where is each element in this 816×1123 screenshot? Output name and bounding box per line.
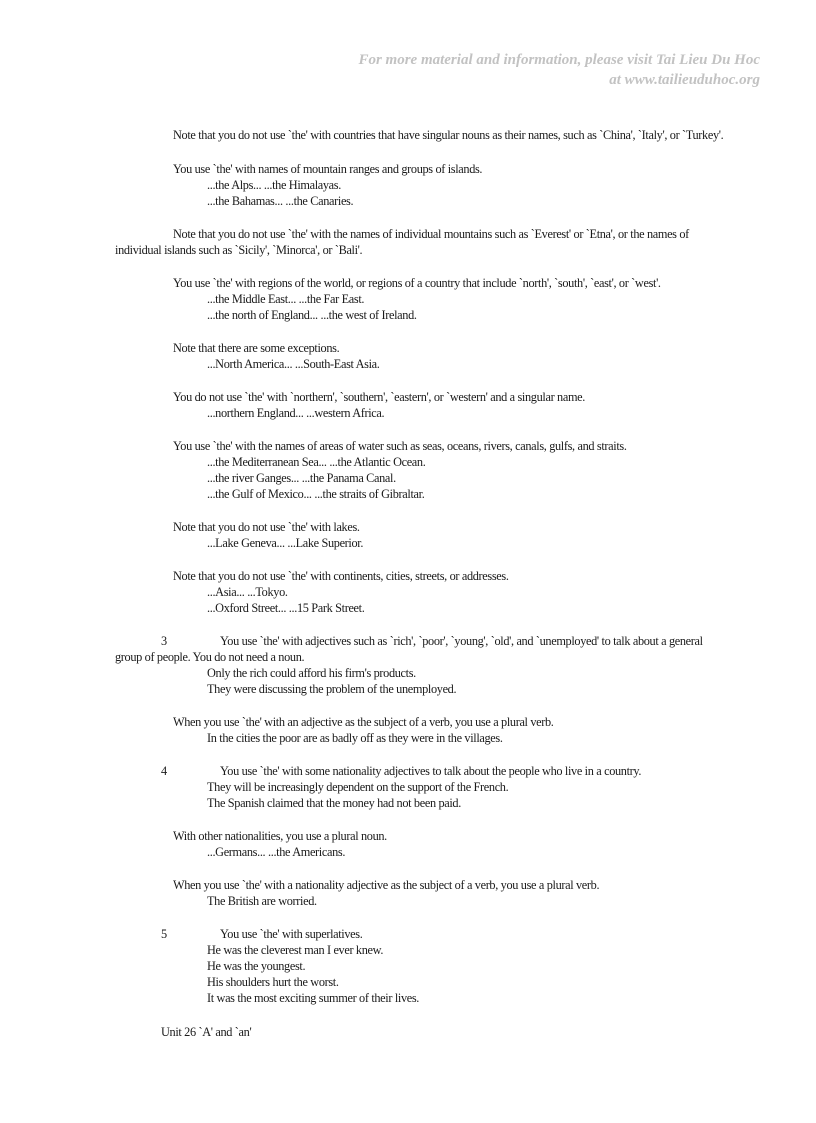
example-line: In the cities the poor are as badly off as they were in the villages.	[207, 731, 503, 745]
example-line: ...the Mediterranean Sea... ...the Atlantic Ocean.	[207, 455, 426, 469]
paragraph-continued: group of people. You do not need a noun.	[115, 650, 305, 664]
paragraph: With other nationalities, you use a plural noun.	[173, 829, 387, 843]
example-line: ...Asia... ...Tokyo.	[207, 585, 288, 599]
paragraph: Note that you do not use `the' with continents, cities, streets, or addresses.	[173, 569, 509, 583]
paragraph: Note that there are some exceptions.	[173, 341, 340, 355]
example-line: It was the most exciting summer of their lives.	[207, 991, 420, 1005]
paragraph: When you use `the' with a nationality adjective as the subject of a verb, you use a plural verb.	[173, 878, 600, 892]
example-line: ...Oxford Street... ...15 Park Street.	[207, 601, 365, 615]
example-line: He was the cleverest man I ever knew.	[207, 943, 384, 957]
example-line: ...Germans... ...the Americans.	[207, 845, 346, 859]
example-line: ...northern England... ...western Africa.	[207, 406, 385, 420]
example-line: ...the Alps... ...the Himalayas.	[207, 178, 341, 192]
example-line: ...North America... ...South-East Asia.	[207, 357, 380, 371]
example-line: ...Lake Geneva... ...Lake Superior.	[207, 536, 364, 550]
example-line: ...the north of England... ...the west of Ireland.	[207, 308, 417, 322]
example-line: They were discussing the problem of the unemployed.	[207, 682, 457, 696]
example-line: His shoulders hurt the worst.	[207, 975, 339, 989]
header-line-1: For more material and information, please visit Tai Lieu Du Hoc	[358, 52, 760, 68]
paragraph: When you use `the' with an adjective as the subject of a verb, you use a plural verb.	[173, 715, 554, 729]
example-line: ...the river Ganges... ...the Panama Canal.	[207, 471, 396, 485]
example-line: The Spanish claimed that the money had not been paid.	[207, 796, 461, 810]
example-line: Only the rich could afford his firm's products.	[207, 666, 416, 680]
paragraph: You use `the' with adjectives such as `rich', `poor', `young', `old', and `unemployed' to talk about a general	[220, 634, 703, 648]
header-line-2: at www.tailieuduhoc.org	[609, 72, 760, 88]
paragraph: Note that you do not use `the' with the names of individual mountains such as `Everest' or `Etna', or the names of	[173, 227, 689, 241]
paragraph: You use `the' with superlatives.	[220, 927, 363, 941]
example-line: ...the Bahamas... ...the Canaries.	[207, 194, 354, 208]
paragraph-continued: individual islands such as `Sicily', `Minorca', or `Bali'.	[115, 243, 363, 257]
section-number: 5	[161, 927, 168, 941]
section-number: 3	[161, 634, 168, 648]
example-line: ...the Gulf of Mexico... ...the straits of Gibraltar.	[207, 487, 425, 501]
paragraph: You use `the' with names of mountain ranges and groups of islands.	[173, 162, 483, 176]
example-line: ...the Middle East... ...the Far East.	[207, 292, 365, 306]
unit-heading: Unit 26 `A' and `an'	[161, 1025, 252, 1039]
paragraph: Note that you do not use `the' with countries that have singular nouns as their names, such as `China', `Italy', or `Turkey'.	[173, 128, 724, 142]
example-line: They will be increasingly dependent on the support of the French.	[207, 780, 509, 794]
paragraph: Note that you do not use `the' with lakes.	[173, 520, 360, 534]
example-line: He was the youngest.	[207, 959, 306, 973]
paragraph: You use `the' with regions of the world, or regions of a country that include `north', `south', `east', or `west'.	[173, 276, 661, 290]
example-line: The British are worried.	[207, 894, 317, 908]
paragraph: You do not use `the' with `northern', `southern', `eastern', or `western' and a singular name.	[173, 390, 585, 404]
section-number: 4	[161, 764, 168, 778]
paragraph: You use `the' with some nationality adjectives to talk about the people who live in a country.	[220, 764, 642, 778]
paragraph: You use `the' with the names of areas of water such as seas, oceans, rivers, canals, gulfs, and straits.	[173, 439, 627, 453]
watermark-header	[358, 50, 760, 90]
